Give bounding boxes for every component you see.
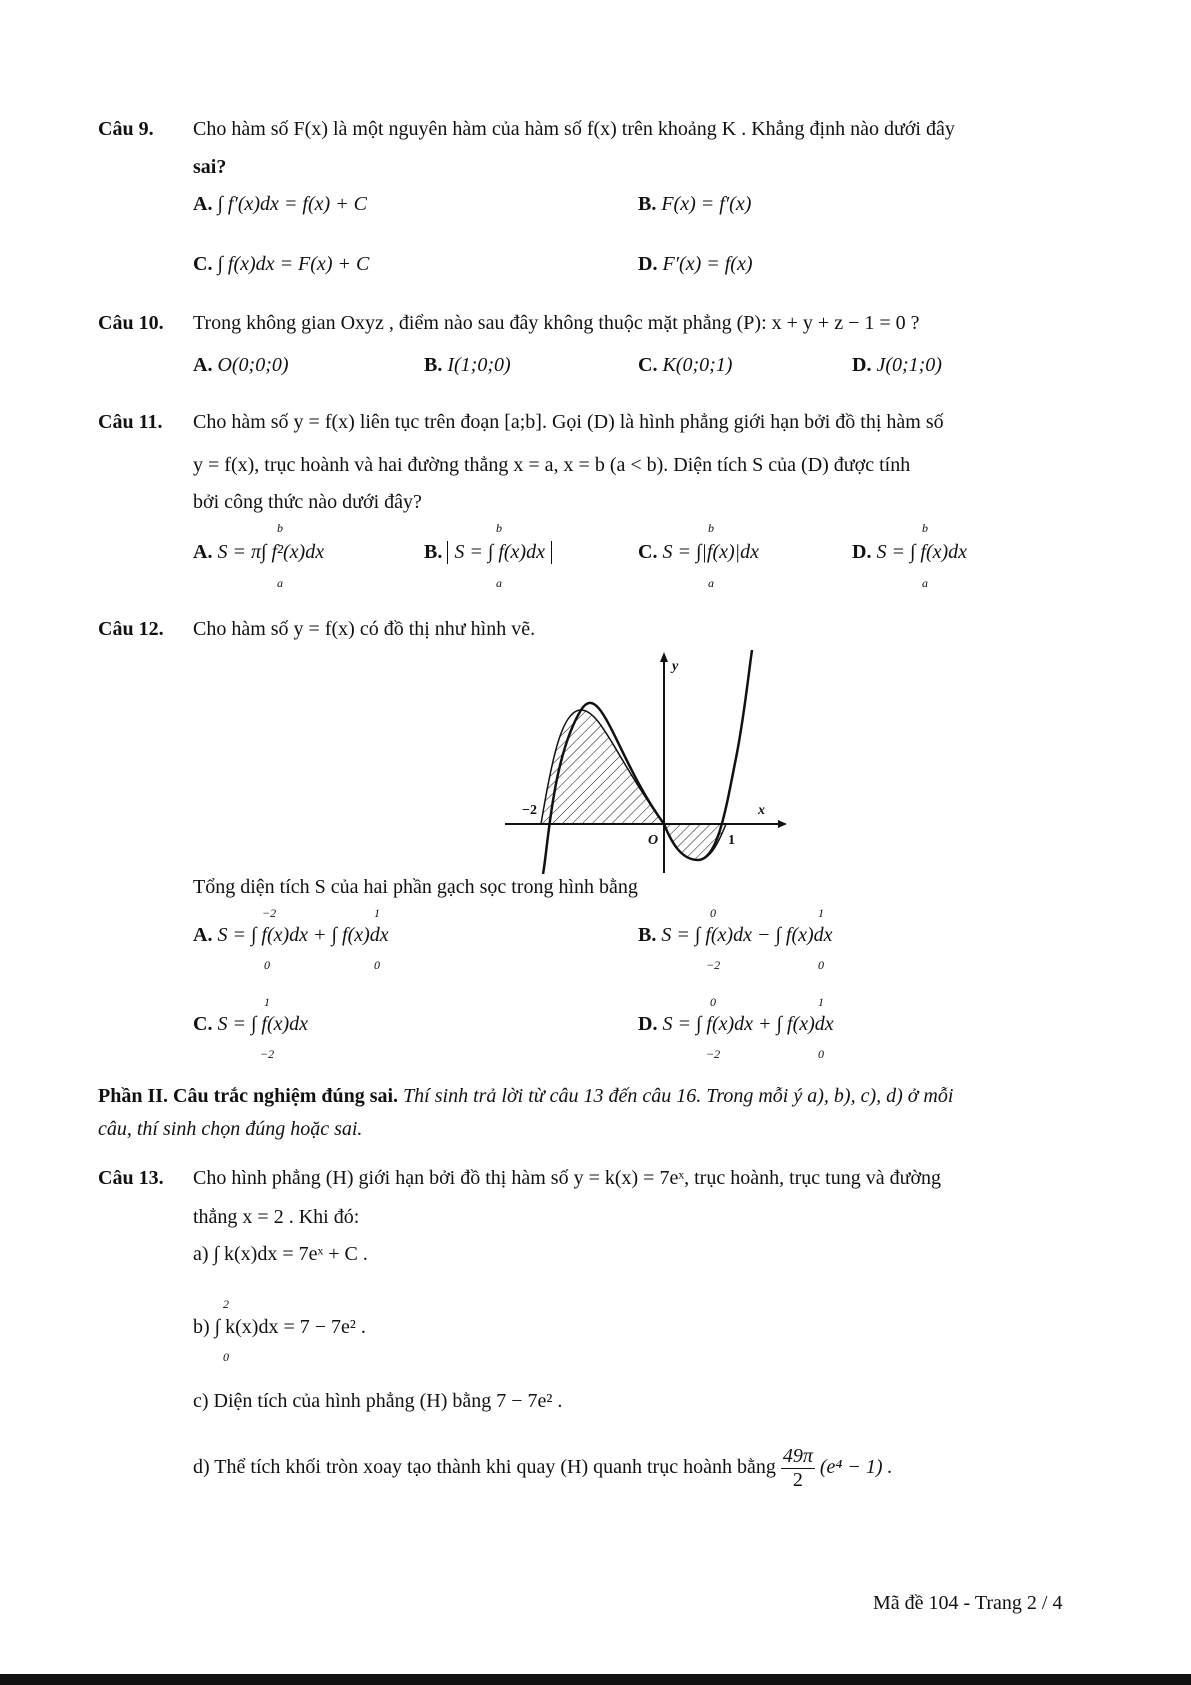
q11-c-upper-limit: b xyxy=(708,521,714,535)
q13-statement-b: b) ∫ k(x)dx = 7 − 7e² . xyxy=(193,1316,366,1338)
option-text: S = ∫ f(x)dx + ∫ f(x)dx xyxy=(217,924,389,946)
q12-b-int1-lower: −2 xyxy=(706,958,721,972)
q11-option-c xyxy=(638,541,759,564)
q13-statement-d xyxy=(193,1445,893,1492)
q12-b-int2-upper: 1 xyxy=(818,906,824,920)
q12-a-int1-lower: 0 xyxy=(264,958,270,972)
part2-instructions: Thí sinh trả lời từ câu 13 đến câu 16. Trong mỗi ý a), b), c), d) ở mỗi xyxy=(398,1085,954,1107)
q13-d-text: d) Thể tích khối tròn xoay tạo thành khi quay (H) quanh trục hoành bằng xyxy=(193,1456,776,1479)
q11-d-lower-limit: a xyxy=(922,576,928,590)
q9-number: Câu 9. xyxy=(98,118,154,140)
y-axis-label: y xyxy=(672,659,679,674)
q12-d-int1-lower: −2 xyxy=(706,1047,721,1061)
q13-b-upper-limit: 2 xyxy=(223,1297,229,1311)
x-axis-arrow xyxy=(778,820,787,828)
q10-option-c xyxy=(638,354,732,377)
q13-d-numerator: 49π xyxy=(782,1445,813,1467)
q9-stem: Cho hàm số F(x) là một nguyên hàm của hàm số f(x) trên khoảng K . Khẳng định nào dưới đây xyxy=(193,118,955,140)
option-label: A. xyxy=(193,924,213,946)
q12-option-a xyxy=(193,924,389,947)
option-label: D. xyxy=(638,253,658,275)
option-text: I(1;0;0) xyxy=(447,354,511,376)
option-text: S = ∫ f(x)dx − ∫ f(x)dx xyxy=(661,924,833,946)
q12-c-int-upper: 1 xyxy=(264,995,270,1009)
option-text: S = ∫ f(x)dx xyxy=(876,541,968,563)
option-label: A. xyxy=(193,193,213,215)
q12-option-b xyxy=(638,924,833,947)
option-label: B. xyxy=(424,541,443,563)
q10-option-a xyxy=(193,354,289,377)
q13-stem-line2: thẳng x = 2 . Khi đó: xyxy=(193,1206,360,1228)
q13-statement-c: c) Diện tích của hình phẳng (H) bằng 7 − 7e² . xyxy=(193,1390,563,1412)
q12-c-int-lower: −2 xyxy=(260,1047,275,1061)
q12-number: Câu 12. xyxy=(98,618,164,640)
q11-d-upper-limit: b xyxy=(922,521,928,535)
q11-c-lower-limit: a xyxy=(708,576,714,590)
q13-b-lower-limit: 0 xyxy=(223,1350,229,1364)
option-label: C. xyxy=(638,541,658,563)
q12-d-int2-upper: 1 xyxy=(818,995,824,1009)
q12-function-graph xyxy=(500,648,790,874)
option-label: D. xyxy=(852,354,872,376)
q10-number: Câu 10. xyxy=(98,312,164,334)
option-label: A. xyxy=(193,354,213,376)
option-text: S = π∫ f²(x)dx xyxy=(217,541,325,563)
tick-label-neg2: −2 xyxy=(522,803,537,818)
option-text: S = ∫ f(x)dx xyxy=(217,1013,309,1035)
q9-option-a xyxy=(193,193,367,216)
footer-rule xyxy=(0,1674,1191,1685)
q12-a-int1-upper: −2 xyxy=(262,906,277,920)
tick-label-1: 1 xyxy=(728,833,735,848)
q12-d-int1-upper: 0 xyxy=(710,995,716,1009)
option-label: A. xyxy=(193,541,213,563)
option-label: D. xyxy=(638,1013,658,1035)
q12-stem-line2: Tổng diện tích S của hai phần gạch sọc trong hình bằng xyxy=(193,876,638,898)
q12-a-int2-upper: 1 xyxy=(374,906,380,920)
option-label: C. xyxy=(193,1013,213,1035)
option-label: C. xyxy=(638,354,658,376)
q13-d-denominator: 2 xyxy=(792,1469,803,1491)
q11-option-a xyxy=(193,541,324,564)
q11-stem: Cho hàm số y = f(x) liên tục trên đoạn [a;b]. Gọi (D) là hình phẳng giới hạn bởi đồ thị hàm số xyxy=(193,411,944,433)
option-label: C. xyxy=(193,253,213,275)
q11-a-lower-limit: a xyxy=(277,576,283,590)
q12-d-int2-lower: 0 xyxy=(818,1047,824,1061)
y-axis-arrow xyxy=(660,652,668,662)
q11-a-upper-limit: b xyxy=(277,521,283,535)
option-text: F(x) = f′(x) xyxy=(661,193,752,215)
q9-option-d xyxy=(638,253,753,276)
q11-stem-line2: y = f(x), trục hoành và hai đường thẳng x = a, x = b (a < b). Diện tích S của (D) được tính xyxy=(193,454,911,476)
q11-option-d xyxy=(852,541,967,564)
q9-option-b xyxy=(638,193,751,216)
q12-a-int2-lower: 0 xyxy=(374,958,380,972)
option-text: J(0;1;0) xyxy=(876,354,942,376)
q13-number: Câu 13. xyxy=(98,1167,164,1189)
q12-b-int1-upper: 0 xyxy=(710,906,716,920)
option-text: F′(x) = f(x) xyxy=(662,253,753,275)
option-text: ∫ f′(x)dx = f(x) + C xyxy=(217,193,368,215)
q13-d-factor: (e⁴ − 1) . xyxy=(819,1456,893,1479)
option-text: S = ∫ f(x)dx xyxy=(447,541,552,564)
q11-b-lower-limit: a xyxy=(496,576,502,590)
q12-option-c xyxy=(193,1013,308,1036)
option-text: ∫ f(x)dx = F(x) + C xyxy=(217,253,370,275)
q13-statement-a: a) ∫ k(x)dx = 7eˣ + C . xyxy=(193,1243,368,1265)
option-text: S = ∫ f(x)dx + ∫ f(x)dx xyxy=(662,1013,834,1035)
q11-b-upper-limit: b xyxy=(496,521,502,535)
q13-stem: Cho hình phẳng (H) giới hạn bởi đồ thị hàm số y = k(x) = 7eˣ, trục hoành, trục tung và đường xyxy=(193,1167,942,1189)
q12-option-d xyxy=(638,1013,834,1036)
q11-number: Câu 11. xyxy=(98,411,163,433)
part2-title: Phần II. Câu trắc nghiệm đúng sai. xyxy=(98,1085,399,1107)
q10-stem: Trong không gian Oxyz , điểm nào sau đây không thuộc mặt phẳng (P): x + y + z − 1 = 0 ? xyxy=(193,312,920,334)
part2-heading xyxy=(98,1085,953,1108)
q11-option-b xyxy=(424,541,552,564)
q11-stem-line3: bởi công thức nào dưới đây? xyxy=(193,491,422,513)
origin-label: O xyxy=(648,833,659,848)
q13-d-fraction xyxy=(781,1445,815,1492)
option-text: S = ∫|f(x)|dx xyxy=(662,541,760,563)
option-text: K(0;0;1) xyxy=(662,354,733,376)
q12-b-int2-lower: 0 xyxy=(818,958,824,972)
q10-option-b xyxy=(424,354,511,377)
option-label: D. xyxy=(852,541,872,563)
q10-option-d xyxy=(852,354,942,377)
page-footer: Mã đề 104 - Trang 2 / 4 xyxy=(873,1592,1063,1614)
option-label: B. xyxy=(638,193,657,215)
x-axis-label: x xyxy=(758,803,765,818)
part2-instructions-line2: câu, thí sinh chọn đúng hoặc sai. xyxy=(98,1118,363,1140)
option-label: B. xyxy=(424,354,443,376)
q9-option-c xyxy=(193,253,369,276)
option-label: B. xyxy=(638,924,657,946)
q12-stem: Cho hàm số y = f(x) có đồ thị như hình vẽ. xyxy=(193,618,536,640)
q9-stem-line2: sai? xyxy=(193,156,227,178)
option-text: O(0;0;0) xyxy=(217,354,289,376)
